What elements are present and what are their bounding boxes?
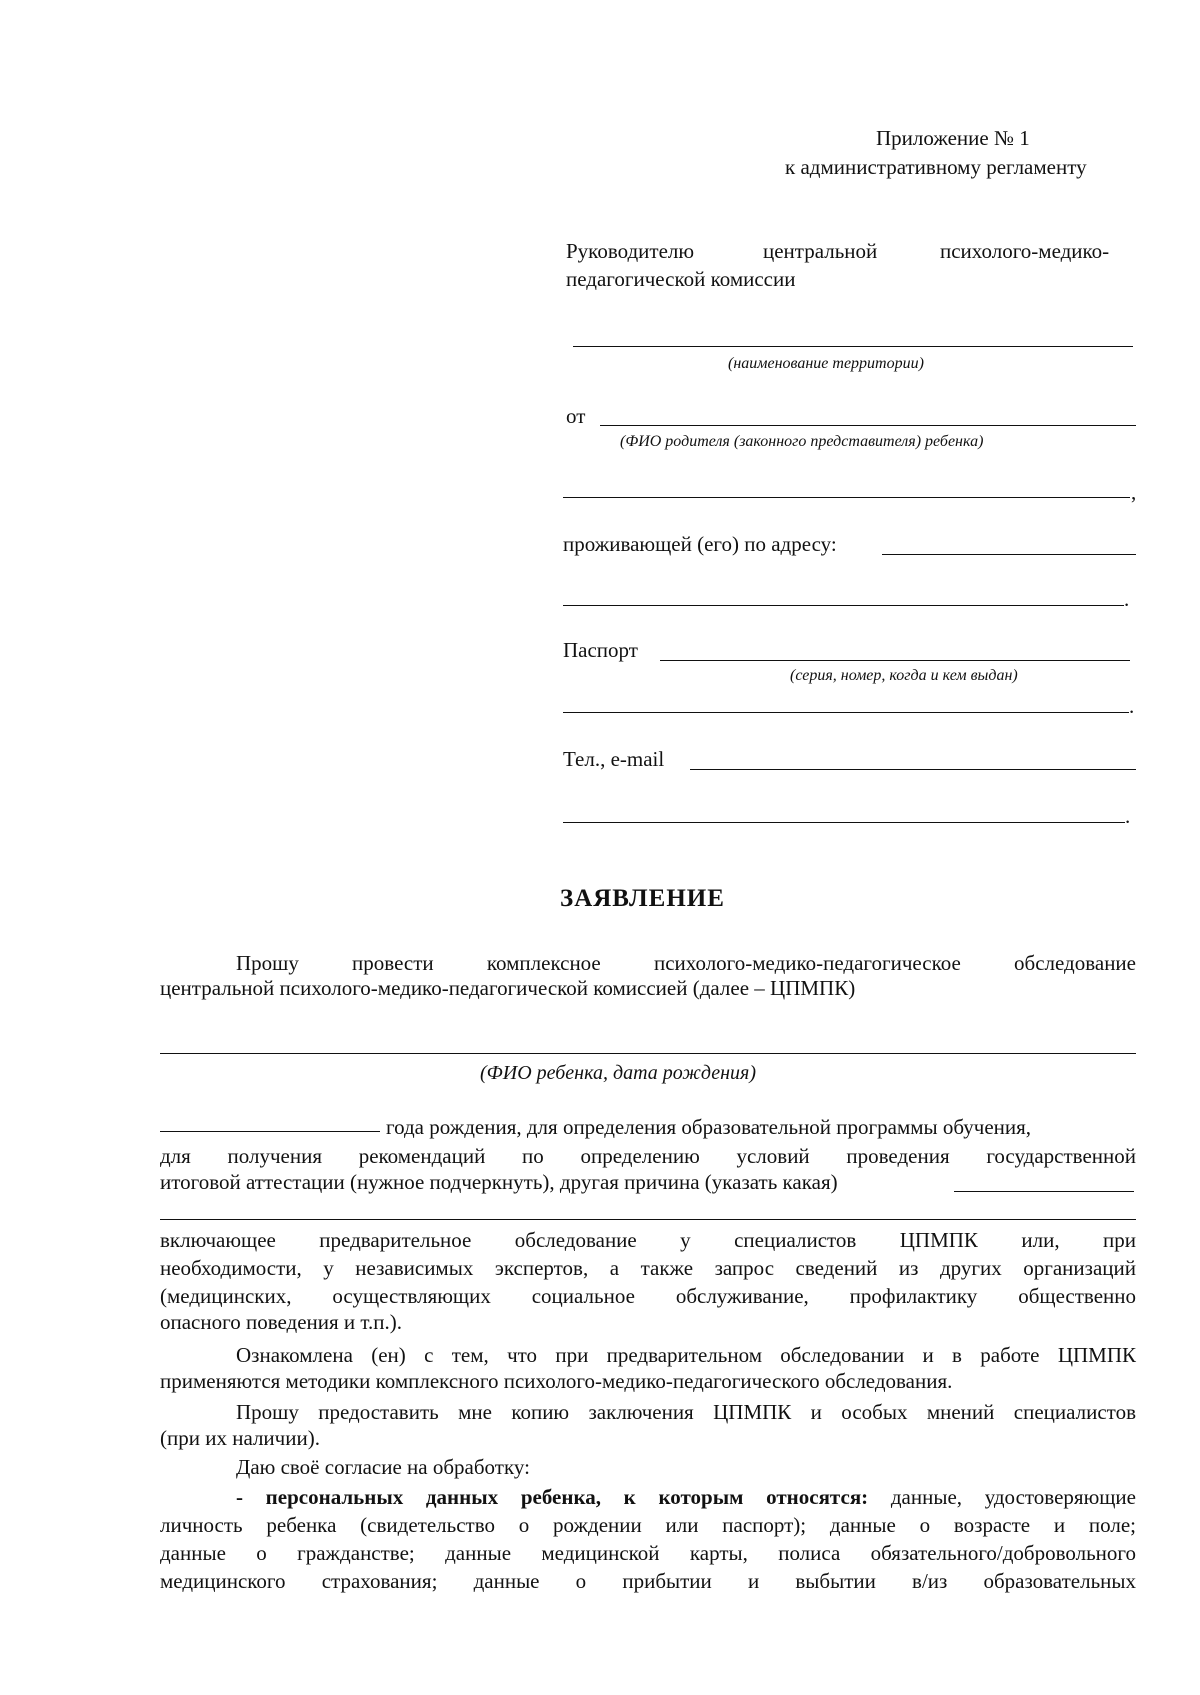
addressee-line2: педагогической комиссии — [566, 267, 796, 291]
consent-line-4: медицинского страхования; данные о прибытии и выбытии в/из образовательных — [160, 1569, 1136, 1593]
contact-field[interactable] — [690, 769, 1136, 770]
appendix-number: Приложение № 1 — [876, 126, 1030, 150]
exam-line-3: (медицинских, осуществляющих социальное обслуживание, профилактику общественно — [160, 1284, 1136, 1308]
period-mark-1: . — [1124, 587, 1130, 611]
regulation-reference: к административному регламенту — [785, 155, 1087, 179]
territory-field[interactable] — [573, 346, 1133, 347]
passport-label: Паспорт — [563, 638, 638, 662]
passport-field[interactable] — [660, 660, 1130, 661]
consent-line-1-bold: - персональных данных ребенка, к которым относятся: — [236, 1485, 869, 1509]
consent-line-1 — [236, 1485, 1136, 1510]
exam-line-4: опасного поведения и т.п.). — [160, 1310, 402, 1334]
purpose-line-2: для получения рекомендаций по определению условий проведения государственной — [160, 1144, 1136, 1168]
copy-request-line-2: (при их наличии). — [160, 1426, 320, 1450]
period-mark-2: . — [1129, 694, 1135, 718]
other-reason-field[interactable] — [954, 1191, 1134, 1192]
other-reason-field-2[interactable] — [160, 1219, 1136, 1220]
addressee-line1-b: центральной — [763, 239, 878, 263]
purpose-line-1: года рождения, для определения образовательной программы обучения, — [386, 1115, 1032, 1139]
consent-line-1-rest: данные, удостоверяющие — [868, 1485, 1136, 1509]
from-label: от — [566, 404, 586, 428]
contact-label: Тел., e-mail — [563, 747, 665, 771]
purpose-line-3: итоговой аттестации (нужное подчеркнуть), другая причина (указать какая) — [160, 1170, 838, 1194]
period-mark-3: . — [1125, 804, 1131, 828]
addressee-line1-c: психолого-медико- — [940, 239, 1110, 263]
contact-field-2[interactable] — [563, 822, 1125, 823]
child-name-hint: (ФИО ребенка, дата рождения) — [480, 1062, 756, 1084]
exam-line-2: необходимости, у независимых экспертов, а также запрос сведений из других организаций — [160, 1256, 1136, 1280]
passport-hint: (серия, номер, когда и кем выдан) — [790, 667, 1018, 684]
address-label: проживающей (его) по адресу: — [563, 532, 837, 556]
consent-heading: Даю своё согласие на обработку: — [236, 1455, 530, 1479]
copy-request-line-1: Прошу предоставить мне копию заключения ЦПМПК и особых мнений специалистов — [236, 1400, 1136, 1424]
territory-hint: (наименование территории) — [728, 355, 924, 372]
address-field-2[interactable] — [563, 605, 1124, 606]
passport-field-2[interactable] — [563, 712, 1129, 713]
acknowledgement-line-1: Ознакомлена (ен) с тем, что при предварительном обследовании и в работе ЦПМПК — [236, 1343, 1136, 1367]
consent-line-3: данные о гражданстве; данные медицинской карты, полиса обязательного/добровольного — [160, 1541, 1136, 1565]
request-line-1: Прошу провести комплексное психолого-медико-педагогическое обследование — [236, 951, 1136, 975]
parent-name-field-2[interactable] — [563, 497, 1130, 498]
consent-line-2: личность ребенка (свидетельство о рождении или паспорт); данные о возрасте и поле; — [160, 1513, 1136, 1537]
document-title: ЗАЯВЛЕНИЕ — [560, 885, 725, 912]
birth-year-field[interactable] — [160, 1131, 380, 1132]
child-name-field[interactable] — [160, 1053, 1136, 1054]
parent-name-field[interactable] — [600, 425, 1136, 426]
exam-line-1: включающее предварительное обследование у специалистов ЦПМПК или, при — [160, 1228, 1136, 1252]
addressee-line1-a: Руководителю — [566, 239, 695, 263]
comma-mark: , — [1131, 480, 1137, 504]
request-line-2: центральной психолого-медико-педагогической комиссией (далее – ЦПМПК) — [160, 976, 856, 1000]
parent-name-hint: (ФИО родителя (законного представителя) ребенка) — [620, 433, 984, 450]
acknowledgement-line-2: применяются методики комплексного психолого-медико-педагогического обследования. — [160, 1369, 953, 1393]
address-field[interactable] — [882, 554, 1136, 555]
